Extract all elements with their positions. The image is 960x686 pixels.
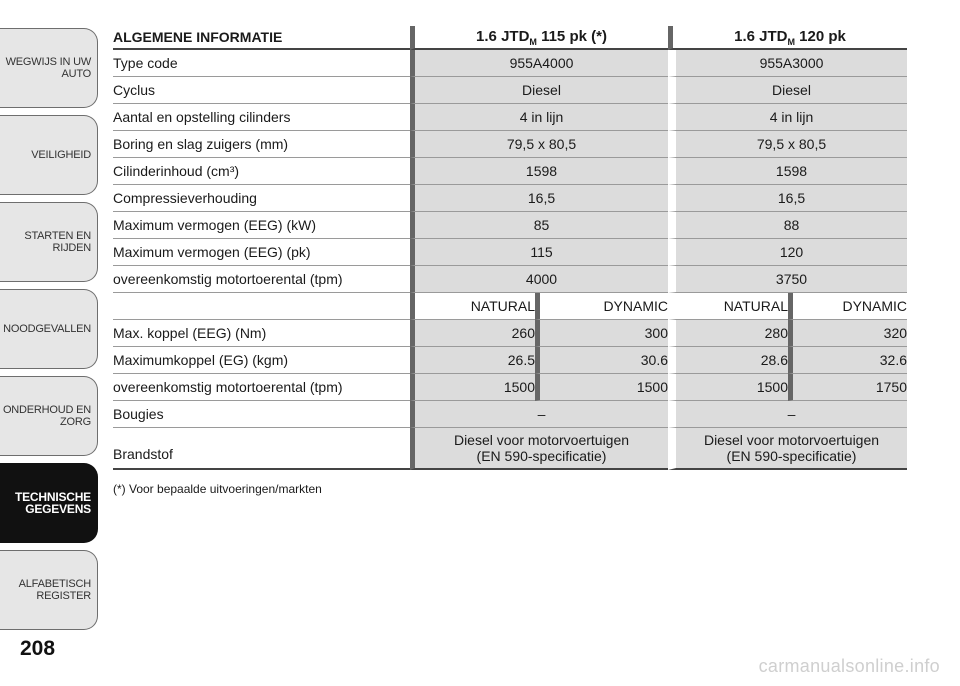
row-label: overeenkomstig motortoerental (tpm) xyxy=(113,374,410,401)
cell-value: 115 xyxy=(410,239,668,266)
cell-value: 85 xyxy=(410,212,668,239)
table-row xyxy=(113,104,907,131)
table-row xyxy=(113,320,907,347)
cell-value: – xyxy=(668,401,907,428)
table-row xyxy=(113,50,907,77)
row-label: Maximumkoppel (EG) (kgm) xyxy=(113,347,410,374)
row-label: Maximum vermogen (EEG) (kW) xyxy=(113,212,410,239)
mode-dynamic: DYNAMIC xyxy=(535,293,668,320)
tab-label: ONDERHOUD EN ZORG xyxy=(2,404,91,428)
cell-value: 79,5 x 80,5 xyxy=(668,131,907,158)
header-suffix: 120 pk xyxy=(795,27,846,45)
table-row xyxy=(113,185,907,212)
cell-value: 16,5 xyxy=(410,185,668,212)
cell-value: 320 xyxy=(788,320,907,347)
header-prefix: 1.6 JTD xyxy=(734,27,788,45)
row-label: Bougies xyxy=(113,401,410,428)
engine-spec-table xyxy=(113,26,907,470)
row-label: Cilinderinhoud (cm³) xyxy=(113,158,410,185)
tab-label: ALFABETISCH REGISTER xyxy=(18,578,91,602)
header-sub: M xyxy=(529,36,537,47)
cell-value: 260 xyxy=(410,320,535,347)
tab-label: NOODGEVALLEN xyxy=(3,323,91,335)
cell-value xyxy=(410,428,668,470)
cell-value xyxy=(668,428,907,470)
tab-label: VEILIGHEID xyxy=(31,149,91,161)
mode-dynamic: DYNAMIC xyxy=(788,293,907,320)
page-number: 208 xyxy=(20,637,56,660)
table-row xyxy=(113,428,907,470)
table-row xyxy=(113,131,907,158)
row-label: Type code xyxy=(113,50,410,77)
cell-value: Diesel xyxy=(410,77,668,104)
cell-value: 4 in lijn xyxy=(668,104,907,131)
watermark: carmanualsonline.info xyxy=(758,656,940,676)
column-header-120pk xyxy=(668,26,907,50)
cell-value: 955A4000 xyxy=(410,50,668,77)
table-row xyxy=(113,212,907,239)
tab-starten-en-rijden[interactable] xyxy=(0,202,98,282)
fuel-line-1: Diesel voor motorvoertuigen xyxy=(703,432,880,448)
cell-value: 1500 xyxy=(535,374,668,401)
cell-value: 4000 xyxy=(410,266,668,293)
cell-value: 88 xyxy=(668,212,907,239)
cell-value: 300 xyxy=(535,320,668,347)
tab-veiligheid[interactable] xyxy=(0,115,98,195)
row-label: Maximum vermogen (EEG) (pk) xyxy=(113,239,410,266)
row-label xyxy=(113,293,410,320)
cell-value: 4 in lijn xyxy=(410,104,668,131)
cell-value: 1500 xyxy=(410,374,535,401)
cell-value: 955A3000 xyxy=(668,50,907,77)
table-row xyxy=(113,347,907,374)
cell-value: – xyxy=(410,401,668,428)
tab-technische-gegevens[interactable] xyxy=(0,463,98,543)
cell-value: 120 xyxy=(668,239,907,266)
cell-value: 32.6 xyxy=(788,347,907,374)
table-row xyxy=(113,239,907,266)
row-label: Max. koppel (EEG) (Nm) xyxy=(113,320,410,347)
header-prefix: 1.6 JTD xyxy=(476,27,530,45)
tab-label: WEGWIJS IN UW AUTO xyxy=(5,56,91,80)
mode-header-row xyxy=(113,293,907,320)
cell-value: 1598 xyxy=(668,158,907,185)
section-title: ALGEMENE INFORMATIE xyxy=(113,26,410,50)
cell-value: 1750 xyxy=(788,374,907,401)
cell-value: Diesel xyxy=(668,77,907,104)
cell-value: 3750 xyxy=(668,266,907,293)
footnote: (*) Voor bepaalde uitvoeringen/markten xyxy=(113,482,322,496)
row-label: Compressieverhouding xyxy=(113,185,410,212)
table-row xyxy=(113,374,907,401)
tab-onderhoud-en-zorg[interactable] xyxy=(0,376,98,456)
fuel-line-2: (EN 590-specificatie) xyxy=(726,448,857,464)
header-sub: M xyxy=(787,36,795,47)
table-row xyxy=(113,266,907,293)
table-header-row xyxy=(113,26,907,50)
tab-label: STARTEN EN RIJDEN xyxy=(24,230,91,254)
cell-value: 28.6 xyxy=(668,347,788,374)
mode-natural: NATURAL xyxy=(410,293,535,320)
row-label: overeenkomstig motortoerental (tpm) xyxy=(113,266,410,293)
table-row xyxy=(113,77,907,104)
tab-label: TECHNISCHE GEGEVENS xyxy=(14,490,91,516)
cell-value: 1500 xyxy=(668,374,788,401)
fuel-line-2: (EN 590-specificatie) xyxy=(476,448,607,464)
row-label: Boring en slag zuigers (mm) xyxy=(113,131,410,158)
row-label: Aantal en opstelling cilinders xyxy=(113,104,410,131)
tab-wegwijs[interactable] xyxy=(0,28,98,108)
cell-value: 26.5 xyxy=(410,347,535,374)
row-label: Brandstof xyxy=(113,428,410,470)
cell-value: 280 xyxy=(668,320,788,347)
column-header-115pk xyxy=(410,26,668,50)
cell-value: 30.6 xyxy=(535,347,668,374)
header-suffix: 115 pk (*) xyxy=(536,27,607,45)
cell-value: 1598 xyxy=(410,158,668,185)
table-row xyxy=(113,158,907,185)
row-label: Cyclus xyxy=(113,77,410,104)
table-row xyxy=(113,401,907,428)
tab-alfabetisch-register[interactable] xyxy=(0,550,98,630)
tab-noodgevallen[interactable] xyxy=(0,289,98,369)
fuel-line-1: Diesel voor motorvoertuigen xyxy=(453,432,630,448)
cell-value: 16,5 xyxy=(668,185,907,212)
cell-value: 79,5 x 80,5 xyxy=(410,131,668,158)
mode-natural: NATURAL xyxy=(668,293,788,320)
